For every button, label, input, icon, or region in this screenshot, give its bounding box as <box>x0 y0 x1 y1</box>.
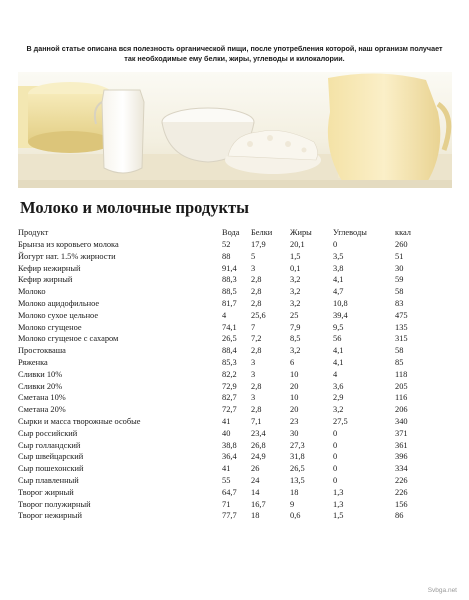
cell-water: 88 <box>222 251 231 261</box>
table-row <box>18 263 438 275</box>
cell-water: 71 <box>222 499 231 509</box>
cell-water: 55 <box>222 475 231 485</box>
cell-carbs: 4,1 <box>333 275 344 285</box>
cell-carbs: 56 <box>333 334 342 344</box>
cell-water: 88,4 <box>222 346 237 356</box>
cell-kcal: 51 <box>395 251 404 261</box>
table-row <box>18 345 438 357</box>
cell-kcal: 58 <box>395 287 404 297</box>
cell-product: Молоко сгущеное <box>18 322 82 332</box>
cell-water: 82,7 <box>222 393 237 403</box>
cell-fat: 8,5 <box>290 334 301 344</box>
cell-carbs: 39,4 <box>333 310 348 320</box>
cell-water: 52 <box>222 240 231 249</box>
table-row <box>18 451 438 463</box>
cell-product: Творог нежирный <box>18 511 82 521</box>
table-row <box>18 357 438 369</box>
cell-carbs: 0 <box>333 452 338 462</box>
cell-kcal: 30 <box>395 263 404 273</box>
cell-kcal: 83 <box>395 298 404 308</box>
cell-kcal: 206 <box>395 405 408 415</box>
cell-product: Кефир нежирный <box>18 263 81 273</box>
cell-product: Сыр швейцарский <box>18 452 84 462</box>
table-header-row <box>18 226 438 239</box>
cell-fat: 3,2 <box>290 346 301 356</box>
cell-protein: 2,8 <box>251 275 262 285</box>
watermark: Svbga.net <box>427 587 457 594</box>
cell-product: Сыр пошехонский <box>18 464 84 474</box>
cell-water: 82,2 <box>222 369 237 379</box>
cell-carbs: 4,1 <box>333 346 344 356</box>
cell-protein: 7,2 <box>251 334 262 344</box>
cell-water: 41 <box>222 464 231 474</box>
table-row <box>18 392 438 404</box>
cell-water: 81,7 <box>222 298 237 308</box>
cell-product: Сливки 10% <box>18 369 63 379</box>
cell-kcal: 334 <box>395 464 408 474</box>
cell-product: Молоко ацидофильное <box>18 298 100 308</box>
cell-protein: 26 <box>251 464 260 474</box>
cell-water: 4 <box>222 310 227 320</box>
cell-protein: 2,8 <box>251 287 262 297</box>
cell-protein: 3 <box>251 393 256 403</box>
cell-protein: 18 <box>251 511 260 521</box>
cell-product: Сливки 20% <box>18 381 63 391</box>
cell-fat: 20 <box>290 381 299 391</box>
cell-kcal: 361 <box>395 440 408 450</box>
table-row <box>18 499 438 511</box>
table-row <box>18 475 438 487</box>
cell-water: 40 <box>222 428 231 438</box>
cell-carbs: 0 <box>333 240 338 249</box>
cell-water: 36,4 <box>222 452 237 462</box>
cell-product: Кефир жирный <box>18 275 73 285</box>
cell-carbs: 1,3 <box>333 487 344 497</box>
cell-water: 85,3 <box>222 357 237 367</box>
cell-protein: 24 <box>251 475 260 485</box>
cell-product: Сметана 20% <box>18 405 66 415</box>
cell-protein: 23,4 <box>251 428 266 438</box>
cell-kcal: 86 <box>395 511 404 521</box>
cell-fat: 18 <box>290 487 299 497</box>
cell-product: Сыр плавленный <box>18 475 79 485</box>
cell-water: 77,7 <box>222 511 237 521</box>
cell-fat: 13,5 <box>290 475 305 485</box>
cell-water: 26,5 <box>222 334 237 344</box>
table-row <box>18 298 438 310</box>
cell-product: Молоко сухое цельное <box>18 310 99 320</box>
cell-product: Сыр российский <box>18 428 78 438</box>
cell-water: 88,5 <box>222 287 237 297</box>
cell-kcal: 135 <box>395 322 408 332</box>
page-title: Молоко и молочные продукты <box>20 198 250 217</box>
cell-carbs: 1,5 <box>333 511 344 521</box>
table-row <box>18 333 438 345</box>
header-fat: Жиры <box>290 227 312 237</box>
cell-product: Брынза из коровьего молока <box>18 240 119 249</box>
cell-carbs: 0 <box>333 440 338 450</box>
cell-fat: 31,8 <box>290 452 305 462</box>
cell-product: Молоко сгущеное с сахаром <box>18 334 119 344</box>
cell-carbs: 9,5 <box>333 322 344 332</box>
cell-fat: 7,9 <box>290 322 301 332</box>
cell-protein: 7,1 <box>251 416 262 426</box>
intro-text <box>14 44 455 64</box>
header-water: Вода <box>222 227 240 237</box>
cell-product: Простокваша <box>18 346 66 356</box>
cell-protein: 24,9 <box>251 452 266 462</box>
cell-carbs: 27,5 <box>333 416 348 426</box>
table-row <box>18 310 438 322</box>
cell-fat: 1,5 <box>290 251 301 261</box>
cell-fat: 0,1 <box>290 263 301 273</box>
cell-kcal: 315 <box>395 334 408 344</box>
cell-fat: 9 <box>290 499 295 509</box>
cell-carbs: 4 <box>333 369 338 379</box>
cell-kcal: 156 <box>395 499 408 509</box>
cell-protein: 14 <box>251 487 260 497</box>
cell-carbs: 0 <box>333 464 338 474</box>
cell-product: Йогурт нат. 1.5% жирности <box>18 251 116 261</box>
cell-kcal: 205 <box>395 381 408 391</box>
cell-product: Сыр голландский <box>18 440 81 450</box>
cell-carbs: 0 <box>333 475 338 485</box>
cell-water: 64,7 <box>222 487 237 497</box>
table-row <box>18 440 438 452</box>
cell-kcal: 226 <box>395 475 408 485</box>
cell-fat: 10 <box>290 393 299 403</box>
cell-product: Сметана 10% <box>18 393 66 403</box>
cell-kcal: 58 <box>395 346 404 356</box>
cell-fat: 10 <box>290 369 299 379</box>
cell-fat: 3,2 <box>290 275 301 285</box>
cell-fat: 25 <box>290 310 299 320</box>
cell-protein: 2,8 <box>251 346 262 356</box>
cell-fat: 27,3 <box>290 440 305 450</box>
cell-protein: 17,9 <box>251 240 266 249</box>
table-row <box>18 322 438 334</box>
cell-protein: 2,8 <box>251 405 262 415</box>
cell-kcal: 340 <box>395 416 408 426</box>
cell-carbs: 3,6 <box>333 381 344 391</box>
cell-protein: 25,6 <box>251 310 266 320</box>
cell-product: Ряженка <box>18 357 48 367</box>
cell-kcal: 85 <box>395 357 404 367</box>
cell-fat: 30 <box>290 428 299 438</box>
cell-water: 74,1 <box>222 322 237 332</box>
table-row <box>18 286 438 298</box>
cell-kcal: 59 <box>395 275 404 285</box>
cell-fat: 26,5 <box>290 464 305 474</box>
cell-carbs: 0 <box>333 428 338 438</box>
cell-kcal: 116 <box>395 393 408 403</box>
cell-water: 72,7 <box>222 405 237 415</box>
nutrition-table <box>18 226 438 522</box>
intro-line-2: так необходимые ему белки, жиры, углеводы и килокалории. <box>124 54 345 63</box>
cell-water: 41 <box>222 416 231 426</box>
cell-protein: 5 <box>251 251 256 261</box>
cell-protein: 3 <box>251 369 256 379</box>
dairy-products-photo <box>18 72 452 188</box>
cell-water: 38,8 <box>222 440 237 450</box>
cell-fat: 23 <box>290 416 299 426</box>
cell-fat: 20 <box>290 405 299 415</box>
cell-protein: 2,8 <box>251 298 262 308</box>
cell-kcal: 260 <box>395 240 408 249</box>
cell-product: Творог жирный <box>18 487 74 497</box>
cell-protein: 7 <box>251 322 256 332</box>
table-row <box>18 428 438 440</box>
cell-protein: 16,7 <box>251 499 266 509</box>
cell-fat: 3,2 <box>290 298 301 308</box>
cell-kcal: 371 <box>395 428 408 438</box>
cell-carbs: 3,2 <box>333 405 344 415</box>
table-row <box>18 416 438 428</box>
table-row <box>18 369 438 381</box>
cell-carbs: 1,3 <box>333 499 344 509</box>
cell-kcal: 118 <box>395 369 408 379</box>
table-row <box>18 239 438 251</box>
cell-fat: 0,6 <box>290 511 301 521</box>
cell-protein: 3 <box>251 263 256 273</box>
intro-line-1: В данной статье описана вся полезность органической пищи, после употребления которой, наш организм получает <box>26 44 443 53</box>
cell-water: 72,9 <box>222 381 237 391</box>
table-row <box>18 404 438 416</box>
cell-water: 91,4 <box>222 263 237 273</box>
table-row <box>18 463 438 475</box>
header-carbs: Углеводы <box>333 227 367 237</box>
cell-product: Сырки и масса творожные особые <box>18 416 141 426</box>
cell-water: 88,3 <box>222 275 237 285</box>
table-row <box>18 510 438 522</box>
cell-carbs: 3,8 <box>333 263 344 273</box>
cell-kcal: 226 <box>395 487 408 497</box>
cell-carbs: 4,7 <box>333 287 344 297</box>
cell-carbs: 10,8 <box>333 298 348 308</box>
cell-protein: 3 <box>251 357 256 367</box>
cell-product: Творог полужирный <box>18 499 91 509</box>
table-row <box>18 381 438 393</box>
cell-product: Молоко <box>18 287 46 297</box>
cell-kcal: 475 <box>395 310 408 320</box>
cell-fat: 20,1 <box>290 240 305 249</box>
table-row <box>18 487 438 499</box>
table-row <box>18 251 438 263</box>
cell-carbs: 3,5 <box>333 251 344 261</box>
cell-protein: 26,8 <box>251 440 266 450</box>
cell-fat: 6 <box>290 357 295 367</box>
header-protein: Белки <box>251 227 273 237</box>
cell-kcal: 396 <box>395 452 408 462</box>
table-row <box>18 274 438 286</box>
header-kcal: ккал <box>395 227 411 237</box>
cell-carbs: 2,9 <box>333 393 344 403</box>
cell-fat: 3,2 <box>290 287 301 297</box>
header-product: Продукт <box>18 227 49 237</box>
cell-protein: 2,8 <box>251 381 262 391</box>
cell-carbs: 4,1 <box>333 357 344 367</box>
